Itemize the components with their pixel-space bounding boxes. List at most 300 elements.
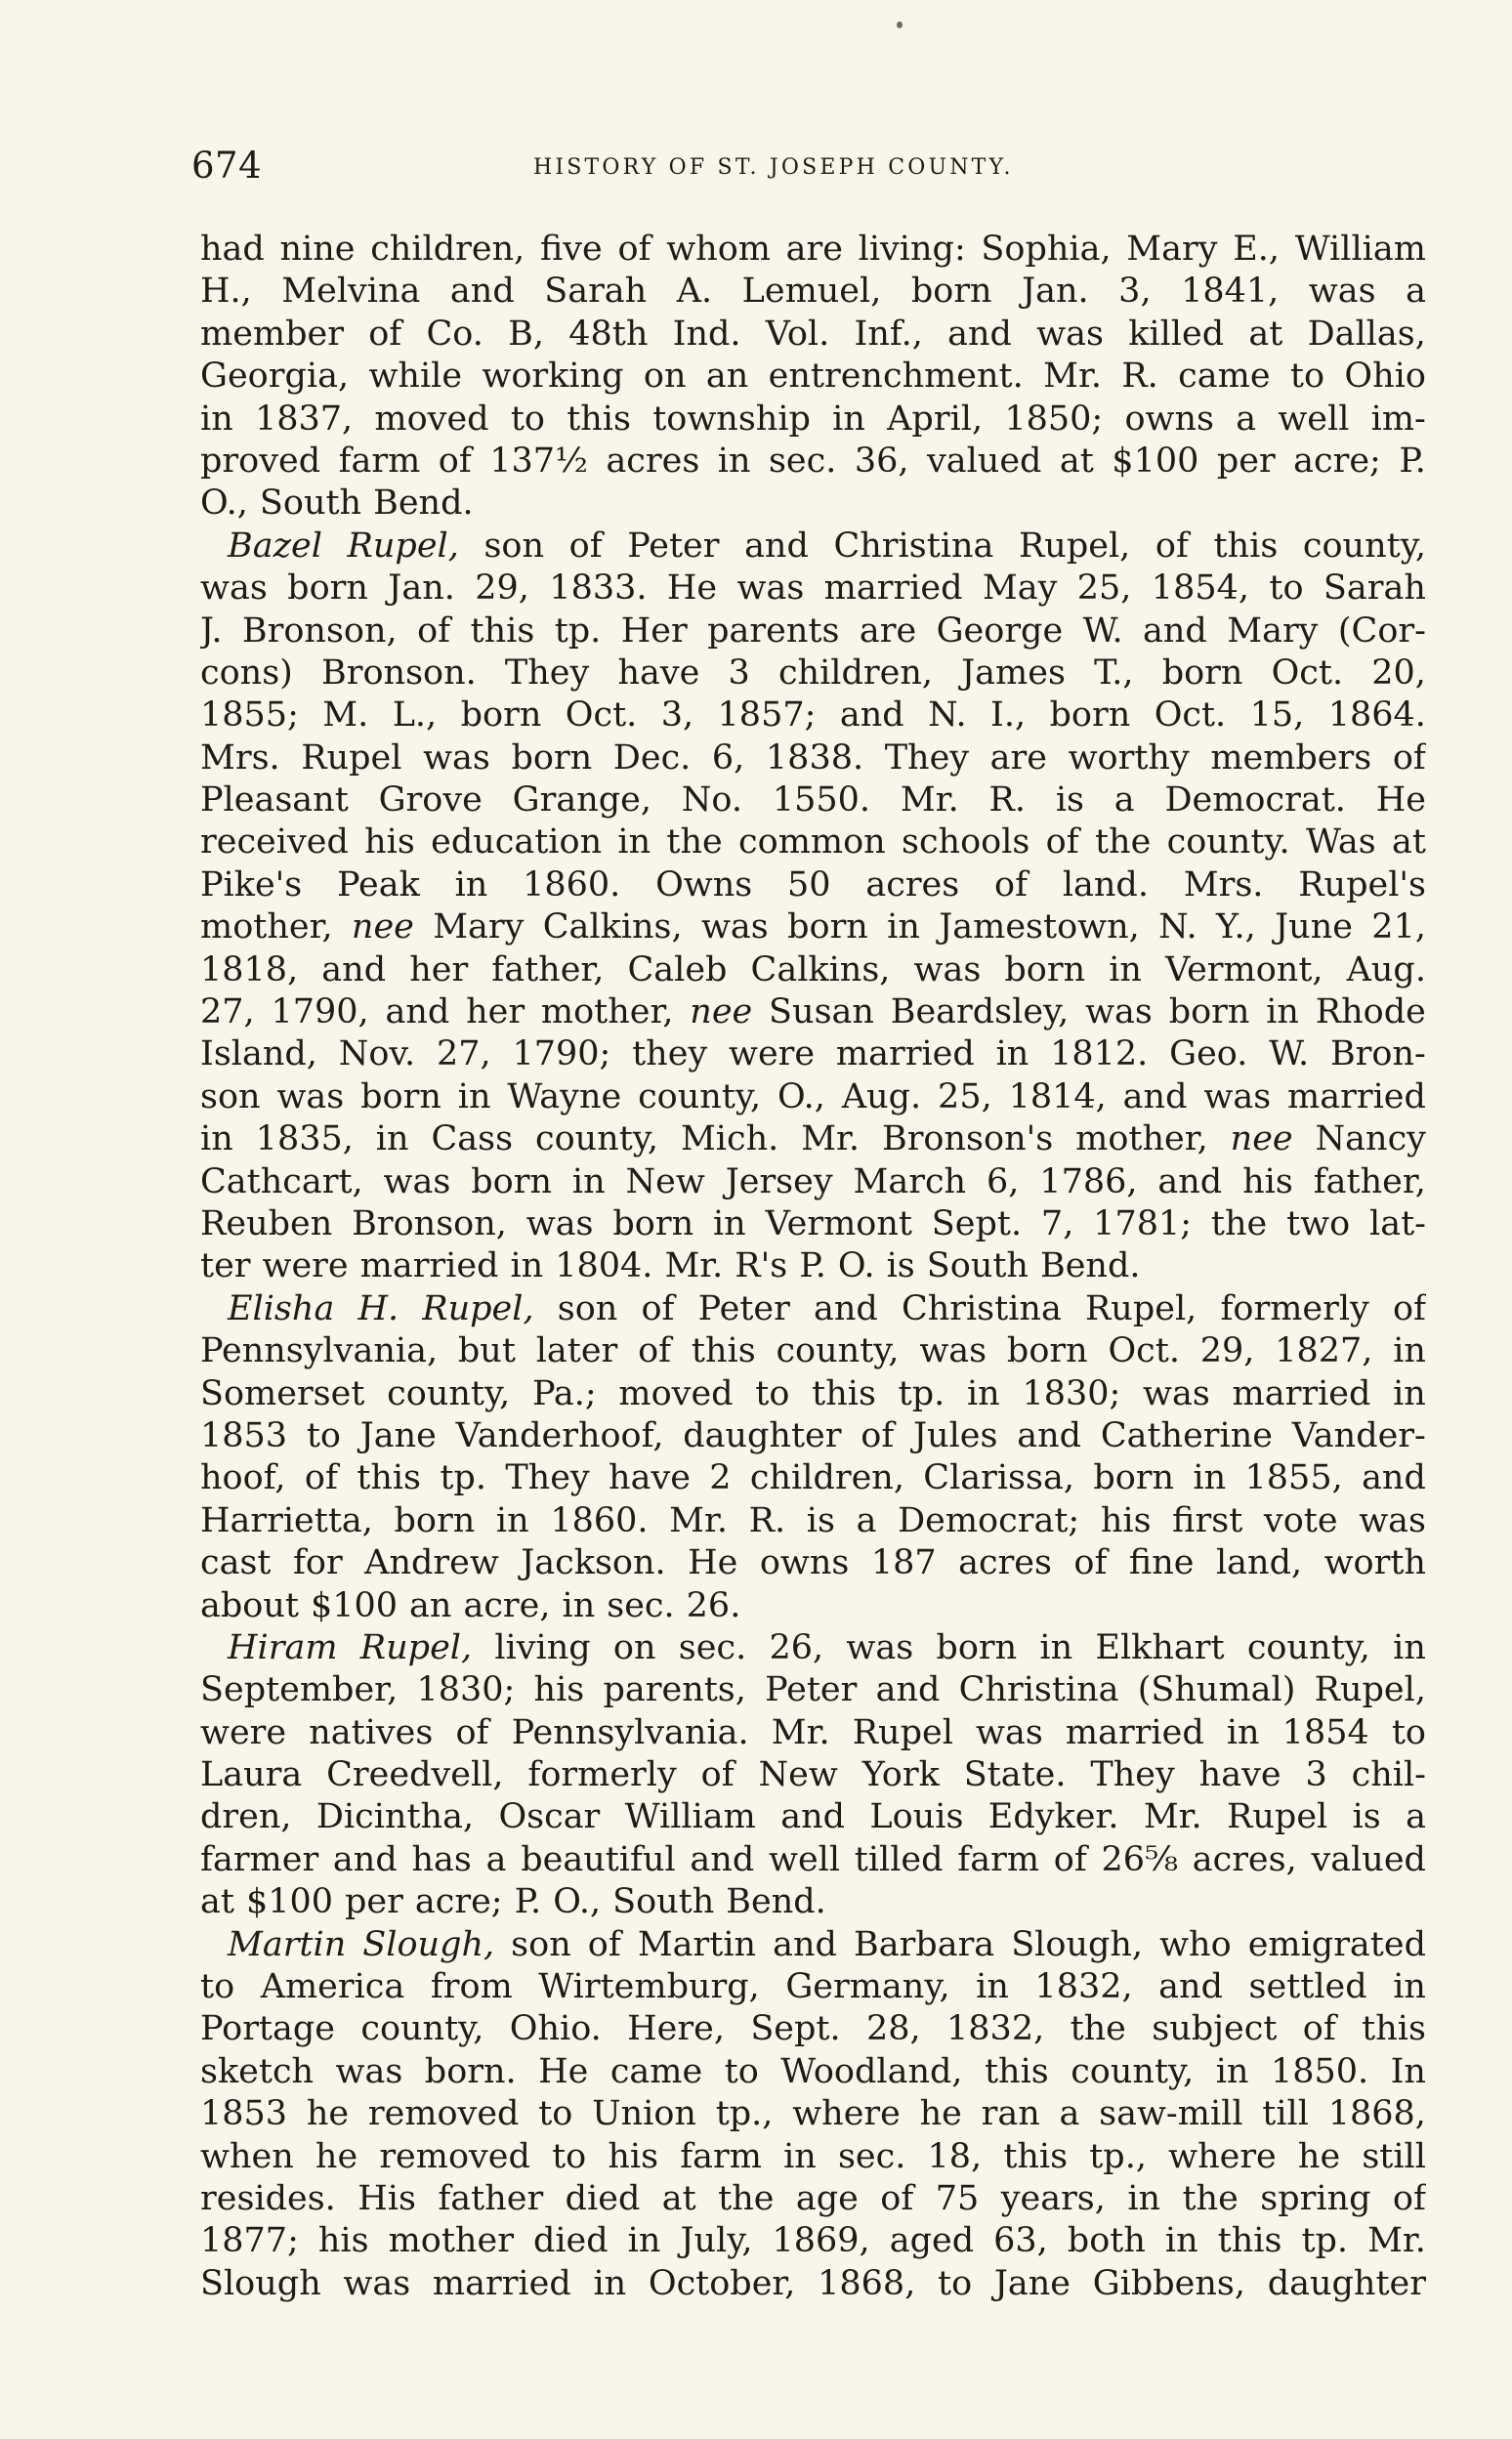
word: in [200, 399, 233, 439]
word: T., [1094, 652, 1134, 693]
word: 1790, [271, 992, 369, 1032]
word: Harrietta, [200, 1500, 373, 1540]
text-line [200, 864, 1426, 906]
word: York [861, 1755, 940, 1795]
italic-word: Rupel, [359, 1627, 473, 1667]
word: Barbara [853, 1924, 995, 1964]
word: October, [648, 2263, 796, 2303]
word: Pike's [200, 864, 303, 904]
word: a [1113, 780, 1135, 820]
word: land. [1062, 864, 1149, 904]
word: born [612, 1203, 694, 1243]
word: were [262, 1246, 349, 1286]
word: Mr. [1143, 1797, 1202, 1837]
text-line [200, 1288, 1426, 1330]
word: per [1216, 441, 1276, 481]
word: Mary [1227, 610, 1319, 651]
word: 15, [1249, 695, 1305, 736]
word: children, [777, 652, 933, 693]
word: was [913, 949, 982, 989]
word: B, [508, 314, 544, 354]
word: he [1297, 2136, 1341, 2176]
word: acre; [414, 1882, 503, 1922]
word: Slough, [1011, 1924, 1144, 1964]
word: this [1213, 526, 1279, 566]
word: 3, [1118, 272, 1152, 312]
word: 1850; [1004, 399, 1104, 439]
word: son [511, 1924, 571, 1964]
word: tp., [1089, 2136, 1147, 2176]
word: the [1182, 2178, 1239, 2218]
word: and [690, 1839, 755, 1879]
word: at [1392, 822, 1426, 862]
word: R's [735, 1246, 788, 1286]
word: 1837, [254, 399, 354, 439]
word: of [568, 526, 603, 566]
word: Peter [765, 1670, 858, 1710]
word: Clarissa, [923, 1458, 1074, 1498]
word: well [1278, 399, 1350, 439]
word: N. [1158, 907, 1197, 947]
word: came [1178, 357, 1271, 397]
text-line [200, 314, 1426, 356]
word: 3 [728, 652, 750, 693]
word: $100 [1112, 441, 1199, 481]
word: in [712, 1203, 746, 1243]
word: Peter [627, 526, 720, 566]
word: was [1085, 992, 1153, 1032]
word: Democrat; [898, 1500, 1080, 1540]
text-line [200, 1839, 1426, 1881]
word: aged [889, 2221, 975, 2261]
word: May [982, 568, 1058, 609]
word: Wayne [507, 1076, 622, 1116]
word: parents [707, 610, 840, 651]
word: they [632, 1034, 708, 1074]
word: 1853 [200, 1415, 288, 1455]
word: 1868, [1327, 2094, 1426, 2134]
word: born [787, 907, 868, 947]
word: (Cor- [1337, 610, 1426, 651]
word: county, [1246, 1627, 1370, 1667]
word: William [1294, 230, 1426, 269]
word: was [423, 737, 490, 778]
word: Y., [1215, 907, 1256, 947]
word: in [1266, 992, 1299, 1032]
word: owns [1124, 399, 1214, 439]
italic-word: nee [351, 907, 414, 947]
word: had [200, 230, 265, 269]
word: her [409, 949, 469, 989]
word: his [1242, 1161, 1293, 1201]
word: this [1362, 2009, 1426, 2049]
word: America [260, 1967, 405, 2007]
word: lat- [1369, 1203, 1426, 1243]
word: living [494, 1627, 591, 1667]
word: H., [200, 272, 252, 312]
word: Pennsylvania, [200, 1331, 439, 1371]
text-line [200, 949, 1426, 991]
word: South [259, 484, 362, 524]
text-line [200, 1118, 1426, 1160]
word: county, [776, 1331, 900, 1371]
word: They [884, 737, 970, 778]
word: Geo. [1169, 1034, 1248, 1074]
word: Jane [359, 1415, 437, 1455]
word: born [1004, 949, 1086, 989]
word: but [457, 1331, 516, 1371]
word: at [200, 1882, 234, 1922]
word: Mr. [900, 780, 959, 820]
word: Calkins, [750, 949, 891, 989]
word: the [666, 822, 723, 862]
word: 1853 [200, 2094, 288, 2134]
word: education [431, 822, 603, 862]
word: 1854, [1151, 568, 1249, 609]
word: in [593, 2263, 627, 2303]
word: Bend. [726, 1882, 826, 1922]
word: A. [676, 272, 713, 312]
word: Woodland, [780, 2051, 963, 2091]
word: Susan [769, 992, 874, 1032]
word: 1857; [717, 695, 817, 736]
word: married [835, 1034, 975, 1074]
word: R. [988, 780, 1026, 820]
word: Bronson, [241, 610, 398, 651]
word: a [856, 1500, 877, 1540]
text-line [200, 1712, 1426, 1754]
word: born [910, 272, 992, 312]
word: E., [1233, 230, 1281, 269]
word: of [700, 1755, 735, 1795]
word: are [989, 737, 1047, 778]
word: Creedvell, [326, 1755, 504, 1795]
word: in [966, 1373, 1000, 1413]
word: five [539, 230, 603, 269]
word: Union [592, 2094, 696, 2134]
word: 21, [1371, 907, 1426, 947]
word: O. [837, 1246, 875, 1286]
word: 1850. [1270, 2051, 1369, 2091]
word: R. [1121, 357, 1158, 397]
italic-word: Elisha [228, 1288, 335, 1328]
word: age [795, 2178, 859, 2218]
word: of [880, 2178, 914, 2218]
word: a [1406, 1797, 1426, 1837]
word: in [1127, 2178, 1161, 2218]
word: born [460, 695, 542, 736]
word: New [758, 1755, 838, 1795]
word: well [768, 1839, 841, 1879]
word: Mr. [801, 1119, 861, 1159]
word: still [1362, 2136, 1426, 2176]
word: Beardsley, [890, 992, 1070, 1032]
word: 27, [200, 992, 255, 1032]
word: was [335, 2051, 403, 2091]
word: Martin [637, 1924, 757, 1964]
word: and [1362, 1458, 1426, 1498]
word: formerly [527, 1755, 677, 1795]
word: at [1248, 314, 1283, 354]
word: have [1198, 1755, 1281, 1795]
text-line [200, 1881, 1426, 1923]
word: in [495, 1500, 529, 1540]
word: Rupel [1227, 1797, 1328, 1837]
word: in [1226, 1712, 1260, 1752]
word: George [936, 610, 1064, 651]
word: im- [1370, 399, 1426, 439]
word: valued [926, 441, 1042, 481]
word: Mrs. [200, 737, 280, 778]
text-line [200, 610, 1426, 652]
word: his [364, 822, 415, 862]
word: beautiful [521, 1839, 676, 1879]
word: married [823, 568, 963, 609]
word: Reuben [200, 1203, 333, 1243]
word: in [1193, 1458, 1227, 1498]
word: in [887, 907, 920, 947]
word: he [919, 2094, 962, 2134]
word: born [1161, 652, 1243, 693]
word: when [200, 2136, 294, 2176]
word: 26⅝ [1101, 1839, 1178, 1879]
word: was [976, 1712, 1043, 1752]
word: of [1392, 2178, 1426, 2218]
word: son [200, 1076, 261, 1116]
text-line [200, 399, 1426, 441]
word: 1841, [1181, 272, 1280, 312]
word: Oct. [565, 695, 638, 736]
word: Georgia, [200, 357, 350, 397]
text-line [200, 1373, 1426, 1415]
text-line [200, 1542, 1426, 1584]
word: to [552, 2136, 587, 2176]
word: 1790; [512, 1034, 611, 1074]
word: Rhode [1315, 992, 1426, 1032]
word: Bend. [1039, 1246, 1141, 1286]
word: tilled [854, 1839, 944, 1879]
word: Sarah [1323, 568, 1426, 609]
word: Somerset [200, 1373, 365, 1413]
word: 1781; [1093, 1203, 1193, 1243]
word: Mr. [664, 1246, 724, 1286]
word: Dallas, [1307, 314, 1426, 354]
word: have [617, 652, 700, 693]
text-line [200, 1585, 1426, 1627]
word: Mr. [1043, 357, 1102, 397]
word: common [738, 822, 886, 862]
word: They [505, 1458, 590, 1498]
word: Germany, [785, 1967, 950, 2007]
word: 1868, [818, 2263, 916, 2303]
word: Pleasant [200, 780, 349, 820]
word: March [853, 1161, 967, 1201]
word: Bend. [373, 484, 474, 524]
text-line [200, 1161, 1426, 1203]
text-line [200, 906, 1426, 948]
word: died [565, 2178, 641, 2218]
word: 1786, [1039, 1161, 1138, 1201]
word: of [861, 1415, 895, 1455]
word: acres [606, 441, 700, 481]
word: 1830; [1022, 1373, 1121, 1413]
word: born [511, 737, 593, 778]
word: mother, [540, 992, 674, 1032]
word: and [780, 1797, 846, 1837]
word: of [994, 864, 1029, 904]
word: Christina [958, 1670, 1119, 1710]
text-line [200, 1966, 1426, 2008]
word: to [510, 399, 545, 439]
word: Mary [433, 907, 525, 947]
word: Rupel [852, 1712, 953, 1752]
word: and [1158, 1967, 1223, 2007]
word: received [200, 822, 349, 862]
word: O., [200, 484, 248, 524]
word: chil- [1351, 1755, 1426, 1795]
word: of [1302, 2009, 1336, 2049]
word: in [995, 1034, 1029, 1074]
word: per [345, 1882, 403, 1922]
word: 1830; [416, 1670, 516, 1710]
word: Mr. [669, 1500, 729, 1540]
word: $100 [310, 1585, 399, 1625]
word: Andrew [364, 1543, 499, 1583]
italic-word: nee [690, 992, 753, 1032]
word: married [432, 2263, 571, 2303]
word: farm [338, 441, 421, 481]
word: Sept. [750, 2009, 841, 2049]
word: whom [666, 230, 771, 269]
word: Rupel, [1018, 526, 1131, 566]
word: April, [887, 399, 984, 439]
word: about [200, 1585, 299, 1625]
word: tp. [1301, 2221, 1349, 2261]
word: born [1168, 992, 1250, 1032]
word: was [276, 1076, 345, 1116]
word: fine [1128, 1543, 1195, 1583]
word: sketch [200, 2051, 315, 2091]
text-line [200, 2136, 1426, 2178]
word: Sept. [931, 1203, 1023, 1243]
word: county, [1071, 2051, 1195, 2091]
word: is [1055, 780, 1084, 820]
word: to [538, 2094, 573, 2134]
word: on [643, 357, 687, 397]
word: in [571, 1161, 606, 1201]
word: an [705, 357, 749, 397]
word: born. [424, 2051, 517, 2091]
word: 1838. [765, 737, 864, 778]
word: farmer [200, 1839, 319, 1879]
word: Louis [869, 1797, 964, 1837]
word: and [1122, 1076, 1188, 1116]
word: of [617, 230, 651, 269]
word: Portage [200, 2009, 335, 2049]
word: born [1049, 695, 1131, 736]
word: Slough [200, 2263, 321, 2303]
word: Grove [378, 780, 483, 820]
word: in [976, 1967, 1009, 2007]
word: this [357, 1458, 422, 1498]
word: moved [618, 1373, 734, 1413]
word: Jan. [388, 568, 455, 609]
word: emigrated [1247, 1924, 1426, 1964]
word: William [624, 1797, 756, 1837]
word: children, [370, 230, 525, 269]
word: W. [1082, 610, 1123, 651]
word: years, [1000, 2178, 1106, 2218]
word: his [533, 1670, 585, 1710]
word: married [1287, 1076, 1426, 1116]
word: formerly [1220, 1288, 1369, 1328]
word: Gibbens, [1092, 2263, 1245, 2303]
word: 1832, [946, 2009, 1045, 2049]
word: of [1392, 737, 1426, 778]
word: have [609, 1458, 691, 1498]
word: Catherine [1100, 1415, 1273, 1455]
word: a [1059, 2094, 1080, 2134]
page-header [191, 145, 1426, 188]
word: 6, [987, 1161, 1020, 1201]
body-text [200, 229, 1426, 2305]
word: to [200, 1967, 235, 2007]
word: father, [1313, 1161, 1426, 1201]
word: daughter [1267, 2263, 1426, 2303]
word: to [1289, 357, 1325, 397]
word: at [661, 2178, 696, 2218]
word: he [306, 2094, 350, 2134]
word: and [332, 1839, 398, 1879]
word: 27, [436, 1034, 491, 1074]
word: and [839, 695, 904, 736]
word: and [385, 992, 450, 1032]
word: Caleb [627, 949, 728, 989]
word: in [717, 441, 751, 481]
word: this [984, 2051, 1049, 2091]
text-line [200, 2220, 1426, 2262]
word: 20, [1371, 652, 1426, 693]
text-line [200, 821, 1426, 863]
word: P. [1399, 441, 1426, 481]
word: Dicintha, [315, 1797, 475, 1837]
text-line [200, 1796, 1426, 1838]
word: 1860. [523, 864, 621, 904]
word: is [806, 1500, 835, 1540]
italic-word: Rupel, [347, 526, 459, 566]
word: two [1286, 1203, 1351, 1243]
word: ran [981, 2094, 1040, 2134]
word: 1814, [1008, 1076, 1107, 1116]
word: natives [309, 1712, 434, 1752]
word: N. [928, 695, 967, 736]
word: of [1045, 822, 1079, 862]
word: No. [681, 780, 743, 820]
word: Oct. [1108, 1331, 1180, 1371]
word: in [1109, 949, 1142, 989]
word: June [1275, 907, 1353, 947]
word: Ohio. [509, 2009, 602, 2049]
word: 1855, [1244, 1458, 1343, 1498]
italic-word: Slough, [362, 1924, 495, 1964]
word: of [438, 441, 472, 481]
word: removed [379, 2136, 530, 2176]
word: Laura [200, 1755, 303, 1795]
word: the [1070, 2009, 1126, 2049]
text-line [200, 568, 1426, 610]
word: Sarah [544, 272, 648, 312]
word: O., [553, 1882, 602, 1922]
